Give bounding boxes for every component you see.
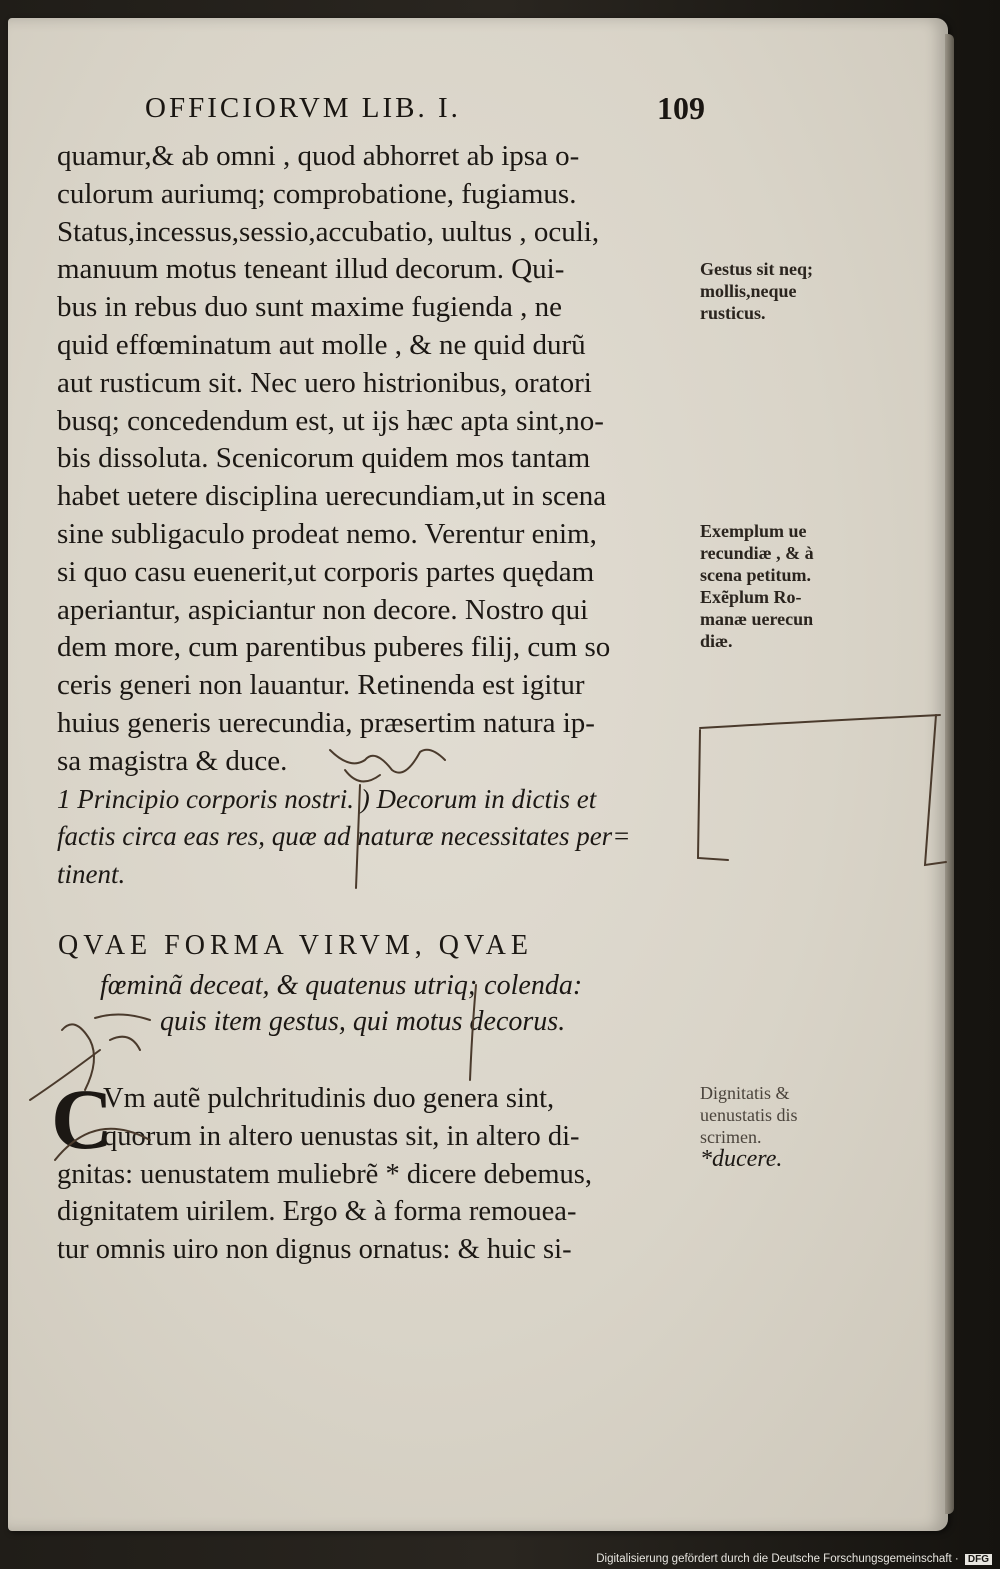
subtitle-line: quis item gestus, qui motus decorus. bbox=[160, 1006, 566, 1037]
annotation-line: tinent. bbox=[57, 859, 126, 890]
text-line: bis dissoluta. Scenicorum quidem mos tantam bbox=[57, 442, 591, 475]
annotation-line: factis circa eas res, quæ ad naturæ necessitates per= bbox=[57, 821, 631, 852]
ink-line-margin bbox=[700, 715, 940, 728]
text-line: si quo casu euenerit,ut corporis partes quędam bbox=[57, 555, 595, 588]
text-line: bus in rebus duo sunt maxime fugienda , ne bbox=[57, 291, 562, 324]
text-line: manuum motus teneant illud decorum. Qui- bbox=[57, 253, 565, 286]
text-line: sa magistra & duce. bbox=[57, 744, 288, 777]
marginal-line: Dignitatis & bbox=[700, 1083, 790, 1103]
ink-stroke-subtitle bbox=[470, 985, 476, 1080]
marginal-line: Gestus sit neq; bbox=[700, 259, 814, 279]
marginal-line: diæ. bbox=[700, 631, 733, 651]
text-line: sine subligaculo prodeat nemo. Verentur enim, bbox=[57, 517, 597, 550]
marginal-line: recundiæ , & à bbox=[700, 543, 814, 563]
text-line: huius generis uerecundia, præsertim natura ip- bbox=[57, 706, 595, 739]
page-number: 109 bbox=[657, 90, 705, 126]
drop-cap: C bbox=[51, 1071, 114, 1167]
marginal-line: uenustatis dis bbox=[700, 1105, 798, 1125]
text-line: quid effœminatum aut molle , & ne quid durũ bbox=[57, 328, 586, 361]
marginal-line: manæ uerecun bbox=[700, 609, 814, 629]
text-line: dem more, cum parentibus puberes filij, cum so bbox=[57, 631, 611, 664]
ink-initial-3 bbox=[30, 1050, 100, 1100]
text-line: habet uetere disciplina uerecundiam,ut in scena bbox=[57, 480, 607, 513]
footer-text: Digitalisierung gefördert durch die Deutsche Forschungsgemeinschaft · bbox=[596, 1553, 959, 1565]
text-line: busq; concedendum est, ut ijs hæc apta sint,no- bbox=[57, 404, 604, 437]
marginal-line: scena petitum. bbox=[700, 565, 811, 585]
marginal-line: rusticus. bbox=[700, 303, 766, 323]
ink-flourish-2 bbox=[345, 770, 380, 781]
text-line: aut rusticum sit. Nec uero histrionibus, oratori bbox=[57, 366, 592, 399]
marginal-line: scrimen. bbox=[700, 1127, 762, 1147]
text-line: quorum in altero uenustas sit, in altero di- bbox=[103, 1120, 580, 1152]
text-line: Status,incessus,sessio,accubatio, uultus , oculi, bbox=[57, 215, 600, 248]
ink-bracket-left bbox=[698, 730, 728, 860]
running-title: OFFICIORVM LIB. I. bbox=[145, 92, 461, 124]
marginal-line: Exemplum ue bbox=[700, 521, 807, 541]
ink-initial-4 bbox=[55, 1129, 150, 1160]
text-line: tur omnis uiro non dignus ornatus: & huic si- bbox=[57, 1234, 572, 1266]
text-line: aperiantur, aspiciantur non decore. Nostro qui bbox=[57, 593, 589, 626]
section-title: QVAE FORMA VIRVM, QVAE bbox=[58, 930, 533, 961]
marginal-line: Exẽplum Ro- bbox=[700, 587, 802, 607]
ink-initial-5 bbox=[110, 1037, 140, 1050]
text-line: Vm autẽ pulchritudinis duo genera sint, bbox=[103, 1083, 555, 1114]
dfg-logo: DFG bbox=[965, 1554, 992, 1565]
marginal-line: mollis,neque bbox=[700, 281, 797, 301]
subtitle-line: fœminã deceat, & quatenus utriq; colenda: bbox=[100, 970, 583, 1001]
ink-bracket-right bbox=[925, 715, 946, 865]
marginal-correction: *ducere. bbox=[700, 1146, 783, 1172]
text-line: quamur,& ab omni , quod abhorret ab ipsa o- bbox=[57, 140, 580, 172]
text-line: gnitas: uenustatem muliebrẽ * dicere debemus, bbox=[57, 1158, 593, 1190]
ink-flourish-1 bbox=[330, 750, 445, 773]
text-line: ceris generi non lauantur. Retinenda est igitur bbox=[57, 669, 585, 702]
text-line: dignitatem uirilem. Ergo & à forma remouea- bbox=[57, 1196, 577, 1228]
ink-initial-2 bbox=[95, 1014, 150, 1020]
ink-stroke-vertical bbox=[356, 785, 360, 888]
footer-credit bbox=[596, 1553, 992, 1565]
annotation-line: 1 Principio corporis nostri. ) Decorum in dictis et bbox=[57, 783, 597, 814]
text-line: culorum auriumq; comprobatione, fugiamus. bbox=[57, 177, 577, 210]
